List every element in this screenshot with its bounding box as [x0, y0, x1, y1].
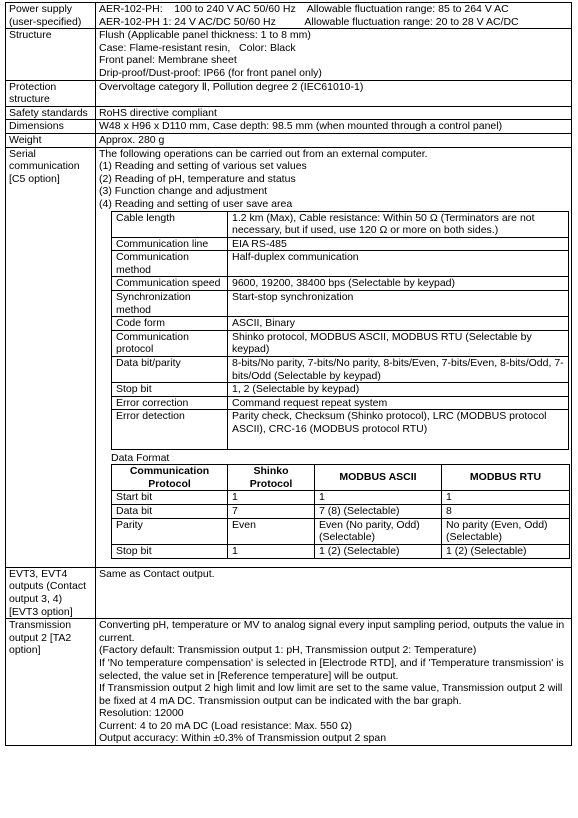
row-key: EVT3, EVT4 outputs (Contact output 3, 4) [EVT3 option]	[6, 567, 96, 618]
spec-value: 8-bits/No parity, 7-bits/No parity, 8-bits/Even, 7-bits/Even, 8-bits/Odd, 7-bits/Odd (Selectable by keypad)	[228, 357, 569, 383]
table-row	[112, 410, 569, 449]
row-value	[96, 29, 572, 80]
table-row	[112, 357, 569, 383]
row-safety-standards	[6, 106, 572, 120]
serial-line: (3) Function change and adjustment	[99, 185, 268, 198]
structure-line: Case: Flame-resistant resin, Color: Black	[99, 41, 296, 54]
row-value	[96, 619, 572, 746]
table-cell: Parity	[112, 518, 228, 545]
transmission-line: If Transmission output 2 high limit and low limit are set to the same value, Transmission output 2 will be fixed at 4 mA DC. Transmission output can be indicated with the bar graph.	[99, 682, 563, 707]
table-row	[112, 317, 569, 331]
spec-value: 1, 2 (Selectable by keypad)	[228, 383, 569, 397]
communication-spec-table	[111, 211, 569, 450]
spec-value: 9600, 19200, 38400 bps (Selectable by keypad)	[228, 277, 569, 291]
table-row	[112, 291, 569, 317]
table-cell: No parity (Even, Odd) (Selectable)	[442, 518, 570, 545]
structure-line: Flush (Applicable panel thickness: 1 to 8 mm)	[99, 29, 311, 42]
table-cell: Start bit	[112, 491, 228, 505]
table-row	[112, 277, 569, 291]
row-value: RoHS directive compliant	[96, 106, 572, 120]
table-row	[112, 237, 569, 251]
spec-key: Stop bit	[112, 383, 228, 397]
spec-key: Error detection	[112, 410, 228, 449]
spec-key: Error correction	[112, 396, 228, 410]
spec-value: Command request repeat system	[228, 396, 569, 410]
row-value	[96, 147, 572, 567]
column-header: MODBUS ASCII	[315, 465, 442, 491]
table-cell: 1	[228, 545, 315, 559]
row-power-supply	[6, 3, 572, 29]
row-value: Same as Contact output.	[96, 567, 572, 618]
transmission-line: (Factory default: Transmission output 1: pH, Transmission output 2: Temperature)	[99, 644, 477, 657]
row-value: Overvoltage category Ⅱ, Pollution degree 2 (IEC61010-1)	[96, 80, 572, 106]
table-cell: 7	[228, 504, 315, 518]
spec-key: Communication method	[112, 251, 228, 277]
table-row	[112, 491, 570, 505]
table-header-row	[112, 465, 570, 491]
row-structure	[6, 29, 572, 80]
row-key: Weight	[6, 133, 96, 147]
row-key: Protection structure	[6, 80, 96, 106]
serial-line: (1) Reading and setting of various set values	[99, 160, 307, 173]
transmission-line: Converting pH, temperature or MV to analog signal every input sampling period, outputs the value in current.	[99, 619, 565, 644]
transmission-line: Output accuracy: Within ±0.3% of Transmission output 2 span	[99, 732, 387, 745]
serial-line: (2) Reading of pH, temperature and status	[99, 172, 296, 185]
row-key: Safety standards	[6, 106, 96, 120]
table-row	[112, 330, 569, 356]
power-line-1: AER-102-PH: 100 to 240 V AC 50/60 Hz Allowable fluctuation range: 85 to 264 V AC	[99, 3, 509, 15]
table-cell: Even	[228, 518, 315, 545]
spec-value: Half-duplex communication	[228, 251, 569, 277]
table-row	[112, 383, 569, 397]
row-transmission-output-2	[6, 619, 572, 746]
transmission-line: Current: 4 to 20 mA DC (Load resistance: Max. 550 Ω)	[99, 719, 352, 732]
table-cell: 1 (2) (Selectable)	[315, 545, 442, 559]
spec-key: Code form	[112, 317, 228, 331]
table-cell: Even (No parity, Odd) (Selectable)	[315, 518, 442, 545]
row-weight	[6, 133, 572, 147]
table-row	[112, 518, 570, 545]
row-serial-communication	[6, 147, 572, 567]
table-cell: Stop bit	[112, 545, 228, 559]
data-format-table	[111, 464, 570, 559]
serial-line: (4) Reading and setting of user save area	[99, 197, 293, 210]
spec-value: Shinko protocol, MODBUS ASCII, MODBUS RTU (Selectable by keypad)	[228, 330, 569, 356]
power-line-2: AER-102-PH 1: 24 V AC/DC 50/60 Hz Allowable fluctuation range: 20 to 28 V AC/DC	[99, 15, 519, 28]
spec-key: Cable length	[112, 211, 228, 237]
row-key: Serial communication [C5 option]	[6, 147, 96, 567]
table-row	[112, 211, 569, 237]
spec-key: Communication line	[112, 237, 228, 251]
column-header: MODBUS RTU	[442, 465, 570, 491]
spec-key: Data bit/parity	[112, 357, 228, 383]
row-value: W48 x H96 x D110 mm, Case depth: 98.5 mm (when mounted through a control panel)	[96, 120, 572, 134]
spec-value: EIA RS-485	[228, 237, 569, 251]
serial-line: The following operations can be carried out from an external computer.	[99, 147, 428, 160]
structure-line: Drip-proof/Dust-proof: IP66 (for front panel only)	[99, 66, 322, 79]
spec-value: Parity check, Checksum (Shinko protocol), LRC (MODBUS protocol ASCII), CRC-16 (MODBUS protocol RTU)	[228, 410, 569, 449]
data-format-caption: Data Format	[111, 451, 170, 464]
spec-key: Communication protocol	[112, 330, 228, 356]
spec-key: Communication speed	[112, 277, 228, 291]
spec-document	[5, 2, 572, 746]
transmission-line: Resolution: 12000	[99, 707, 184, 720]
row-dimensions	[6, 120, 572, 134]
column-header: Communication Protocol	[112, 465, 228, 491]
row-value: Approx. 280 g	[96, 133, 572, 147]
table-cell: 1 (2) (Selectable)	[442, 545, 570, 559]
table-row	[112, 396, 569, 410]
spec-value: Start-stop synchronization	[228, 291, 569, 317]
table-row	[112, 251, 569, 277]
transmission-line: If 'No temperature compensation' is selected in [Electrode RTD], and if 'Temperature transmission' is selected, the value set in [Reference temperature] will be output.	[99, 656, 564, 682]
spec-value: 1.2 km (Max), Cable resistance: Within 50 Ω (Terminators are not necessary, but if used, use 120 Ω or more on both sides.)	[228, 211, 569, 237]
row-key: Structure	[6, 29, 96, 80]
table-cell: 1	[315, 491, 442, 505]
table-cell: 8	[442, 504, 570, 518]
table-cell: 1	[442, 491, 570, 505]
table-row	[112, 504, 570, 518]
table-row	[112, 545, 570, 559]
table-cell: 1	[228, 491, 315, 505]
row-protection-structure	[6, 80, 572, 106]
row-key: Power supply (user-specified)	[6, 3, 96, 29]
spec-key: Synchronization method	[112, 291, 228, 317]
table-cell: Data bit	[112, 504, 228, 518]
structure-line: Front panel: Membrane sheet	[99, 54, 237, 67]
specification-table	[5, 2, 572, 746]
column-header: Shinko Protocol	[228, 465, 315, 491]
table-cell: 7 (8) (Selectable)	[315, 504, 442, 518]
row-evt-outputs	[6, 567, 572, 618]
row-key: Dimensions	[6, 120, 96, 134]
spec-value: ASCII, Binary	[228, 317, 569, 331]
row-key: Transmission output 2 [TA2 option]	[6, 619, 96, 746]
row-value	[96, 3, 572, 29]
